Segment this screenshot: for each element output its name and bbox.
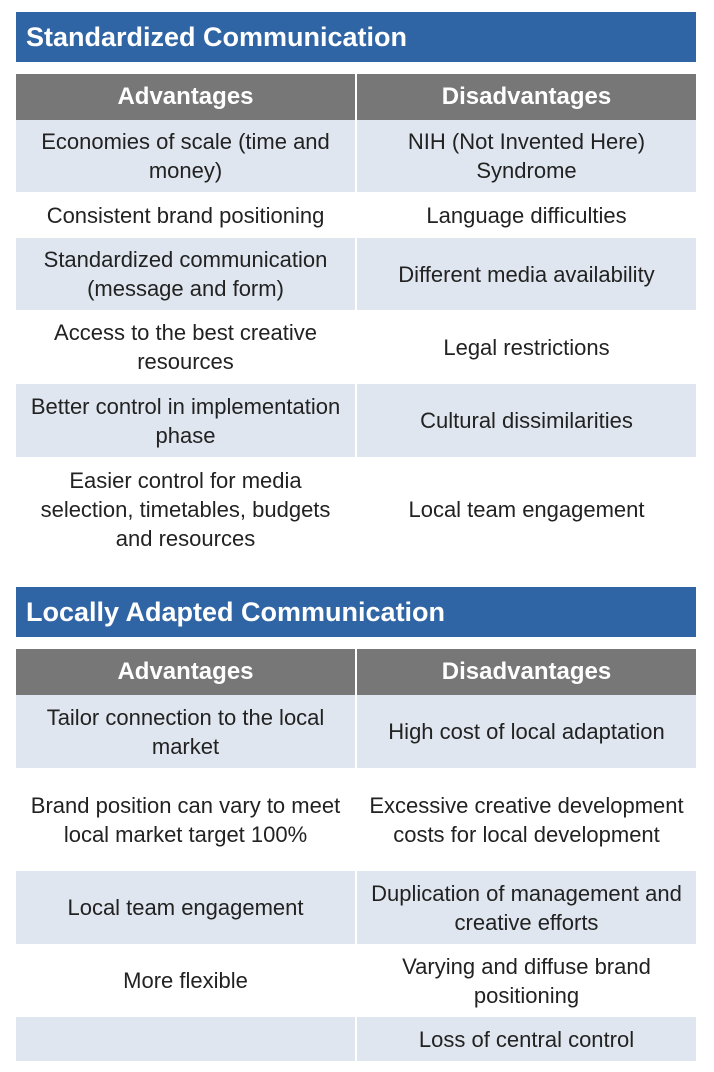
section-title: Standardized Communication <box>16 12 696 62</box>
disadvantage-cell: Loss of central control <box>356 1017 696 1061</box>
advantage-cell: Economies of scale (time and money) <box>16 120 356 192</box>
advantage-cell: Better control in implementation phase <box>16 384 356 457</box>
disadvantage-cell: Cultural dissimilarities <box>356 384 696 457</box>
disadvantage-cell: Legal restrictions <box>356 310 696 384</box>
table-row <box>16 384 696 457</box>
table-row <box>16 695 696 768</box>
disadvantage-cell: Local team engagement <box>356 457 696 562</box>
disadvantage-cell: Language difficulties <box>356 192 696 238</box>
section-title: Locally Adapted Communication <box>16 587 696 637</box>
advantage-cell: More flexible <box>16 944 356 1017</box>
advantages-header: Advantages <box>16 649 356 695</box>
comparison-table <box>16 74 696 562</box>
advantage-cell: Consistent brand positioning <box>16 192 356 238</box>
standardized-section <box>16 12 696 562</box>
advantage-cell: Local team engagement <box>16 871 356 944</box>
table-header-row <box>16 74 696 120</box>
disadvantage-cell: Excessive creative development costs for local development <box>356 768 696 871</box>
table-row <box>16 768 696 871</box>
advantage-cell: Access to the best creative resources <box>16 310 356 384</box>
advantage-cell: Brand position can vary to meet local market target 100% <box>16 768 356 871</box>
advantage-cell: Standardized communication (message and form) <box>16 238 356 310</box>
disadvantage-cell: NIH (Not Invented Here) Syndrome <box>356 120 696 192</box>
disadvantages-header: Disadvantages <box>356 649 696 695</box>
table-row <box>16 238 696 310</box>
advantage-cell <box>16 1017 356 1061</box>
advantage-cell: Easier control for media selection, timetables, budgets and resources <box>16 457 356 562</box>
disadvantage-cell: Duplication of management and creative efforts <box>356 871 696 944</box>
table-row <box>16 457 696 562</box>
table-row <box>16 1017 696 1061</box>
comparison-table <box>16 649 696 1061</box>
locally-adapted-section <box>16 587 696 1061</box>
table-row <box>16 871 696 944</box>
disadvantage-cell: Different media availability <box>356 238 696 310</box>
advantages-header: Advantages <box>16 74 356 120</box>
disadvantage-cell: Varying and diffuse brand positioning <box>356 944 696 1017</box>
disadvantages-header: Disadvantages <box>356 74 696 120</box>
table-row <box>16 310 696 384</box>
advantage-cell: Tailor connection to the local market <box>16 695 356 768</box>
table-row <box>16 192 696 238</box>
table-row <box>16 120 696 192</box>
table-row <box>16 944 696 1017</box>
disadvantage-cell: High cost of local adaptation <box>356 695 696 768</box>
table-header-row <box>16 649 696 695</box>
